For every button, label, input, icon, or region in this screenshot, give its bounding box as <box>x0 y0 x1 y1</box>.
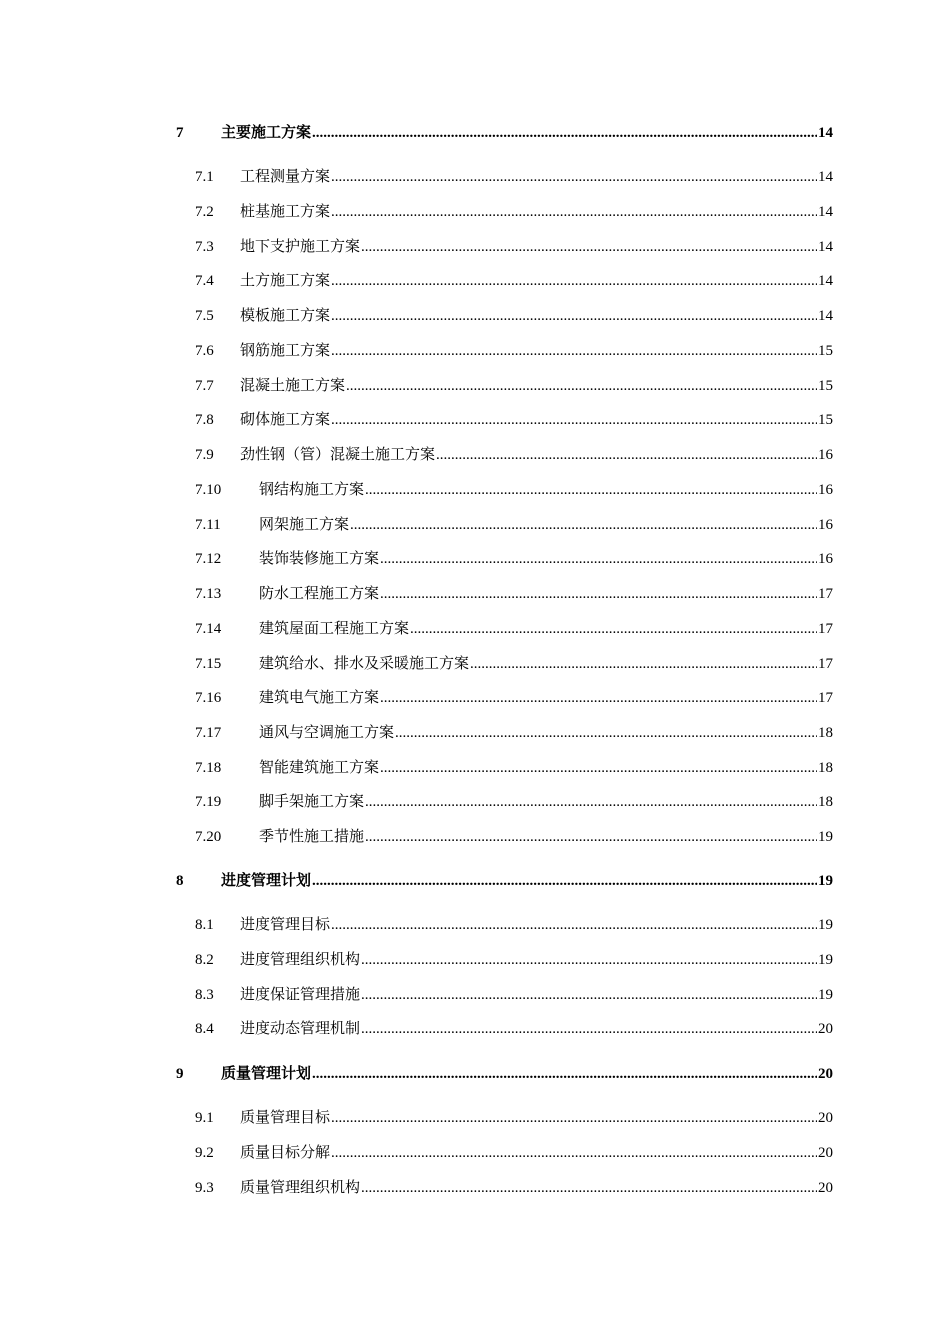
dot-leader <box>331 340 817 362</box>
toc-title: 通风与空调施工方案 <box>259 725 395 741</box>
dot-leader <box>436 444 817 466</box>
toc-entry-7-5[interactable] <box>195 305 833 327</box>
toc-page-number: 17 <box>818 690 833 706</box>
toc-number: 9.2 <box>195 1145 214 1161</box>
toc-page-number: 14 <box>818 204 833 220</box>
toc-number: 7.9 <box>195 447 214 463</box>
toc-title: 桩基施工方案 <box>240 204 331 220</box>
dot-leader <box>361 1177 817 1199</box>
toc-page-number: 20 <box>818 1145 833 1161</box>
toc-entry-9-3[interactable] <box>195 1177 833 1199</box>
toc-number: 8.1 <box>195 917 214 933</box>
toc-page-number: 17 <box>818 656 833 672</box>
toc-number: 7.5 <box>195 308 214 324</box>
toc-title: 地下支护施工方案 <box>240 239 361 255</box>
toc-entry-7-12[interactable] <box>195 548 833 570</box>
toc-entry-8-4[interactable] <box>195 1018 833 1040</box>
toc-page-number: 16 <box>818 551 833 567</box>
toc-title: 进度保证管理措施 <box>240 987 361 1003</box>
toc-number: 7.8 <box>195 412 214 428</box>
toc-number: 9.1 <box>195 1110 214 1126</box>
toc-entry-9[interactable] <box>176 1063 833 1085</box>
toc-entry-7-13[interactable] <box>195 583 833 605</box>
toc-page-number: 15 <box>818 343 833 359</box>
toc-entry-8-3[interactable] <box>195 984 833 1006</box>
toc-page-number: 19 <box>818 917 833 933</box>
toc-title: 建筑屋面工程施工方案 <box>259 621 410 637</box>
toc-page-number: 16 <box>818 447 833 463</box>
toc-page-number: 16 <box>818 517 833 533</box>
dot-leader <box>380 548 817 570</box>
dot-leader <box>361 1018 817 1040</box>
toc-page-number: 16 <box>818 482 833 498</box>
toc-number: 7.13 <box>195 586 222 602</box>
toc-title: 进度管理组织机构 <box>240 952 361 968</box>
toc-entry-9-1[interactable] <box>195 1107 833 1129</box>
dot-leader <box>312 870 817 892</box>
toc-page-number: 14 <box>818 239 833 255</box>
toc-page-number: 14 <box>818 169 833 185</box>
dot-leader <box>331 1142 817 1164</box>
dot-leader <box>312 122 817 144</box>
toc-title: 质量管理计划 <box>221 1066 312 1082</box>
dot-leader <box>331 409 817 431</box>
toc-entry-7-11[interactable] <box>195 514 833 536</box>
toc-number: 7.11 <box>195 517 221 533</box>
dot-leader <box>331 201 817 223</box>
dot-leader <box>410 618 817 640</box>
toc-entry-9-2[interactable] <box>195 1142 833 1164</box>
toc-title: 质量管理目标 <box>240 1110 331 1126</box>
toc-page-number: 17 <box>818 621 833 637</box>
toc-title: 土方施工方案 <box>240 273 331 289</box>
toc-page-number: 14 <box>818 308 833 324</box>
toc-title: 建筑给水、排水及采暖施工方案 <box>259 656 470 672</box>
toc-entry-8-1[interactable] <box>195 914 833 936</box>
toc-title: 智能建筑施工方案 <box>259 760 380 776</box>
toc-number: 7.6 <box>195 343 214 359</box>
dot-leader <box>395 722 817 744</box>
toc-page-number: 15 <box>818 412 833 428</box>
toc-number: 7.15 <box>195 656 222 672</box>
toc-entry-7-19[interactable] <box>195 791 833 813</box>
toc-title: 季节性施工措施 <box>259 829 365 845</box>
dot-leader <box>380 583 817 605</box>
toc-title: 钢筋施工方案 <box>240 343 331 359</box>
toc-number: 7.1 <box>195 169 214 185</box>
toc-page-number: 19 <box>818 829 833 845</box>
toc-entry-7-14[interactable] <box>195 618 833 640</box>
toc-title: 网架施工方案 <box>259 517 350 533</box>
toc-entry-7-10[interactable] <box>195 479 833 501</box>
toc-entry-7-6[interactable] <box>195 340 833 362</box>
toc-entry-7-2[interactable] <box>195 201 833 223</box>
toc-entry-7-9[interactable] <box>195 444 833 466</box>
dot-leader <box>380 757 817 779</box>
toc-number: 7.12 <box>195 551 222 567</box>
toc-title: 工程测量方案 <box>240 169 331 185</box>
toc-page-number: 19 <box>818 873 833 889</box>
toc-entry-8[interactable] <box>176 870 833 892</box>
dot-leader <box>361 236 817 258</box>
toc-entry-7[interactable] <box>176 122 833 144</box>
toc-page-number: 20 <box>818 1180 833 1196</box>
dot-leader <box>331 270 817 292</box>
toc-page-number: 14 <box>818 273 833 289</box>
toc-title: 进度管理计划 <box>221 873 312 889</box>
toc-number: 8 <box>176 873 184 889</box>
toc-title: 防水工程施工方案 <box>259 586 380 602</box>
toc-title: 主要施工方案 <box>221 125 312 141</box>
toc-title: 劲性钢（管）混凝土施工方案 <box>240 447 436 463</box>
dot-leader <box>346 375 817 397</box>
toc-number: 7.17 <box>195 725 222 741</box>
toc-number: 7.18 <box>195 760 222 776</box>
toc-number: 7.4 <box>195 273 214 289</box>
toc-title: 脚手架施工方案 <box>259 794 365 810</box>
toc-title: 进度动态管理机制 <box>240 1021 361 1037</box>
toc-number: 7.3 <box>195 239 214 255</box>
toc-number: 7.7 <box>195 378 214 394</box>
toc-entry-7-16[interactable] <box>195 687 833 709</box>
toc-title: 混凝土施工方案 <box>240 378 346 394</box>
toc-entry-7-8[interactable] <box>195 409 833 431</box>
toc-page-number: 17 <box>818 586 833 602</box>
dot-leader <box>331 305 817 327</box>
dot-leader <box>361 984 817 1006</box>
toc-entry-7-17[interactable] <box>195 722 833 744</box>
toc-title: 装饰装修施工方案 <box>259 551 380 567</box>
toc-number: 7.20 <box>195 829 222 845</box>
dot-leader <box>365 826 817 848</box>
toc-title: 质量管理组织机构 <box>240 1180 361 1196</box>
toc-entry-7-15[interactable] <box>195 653 833 675</box>
dot-leader <box>470 653 817 675</box>
toc-entry-7-18[interactable] <box>195 757 833 779</box>
toc-title: 钢结构施工方案 <box>259 482 365 498</box>
toc-page-number: 18 <box>818 794 833 810</box>
toc-number: 8.4 <box>195 1021 214 1037</box>
toc-entry-7-4[interactable] <box>195 270 833 292</box>
toc-number: 7.2 <box>195 204 214 220</box>
toc-title: 砌体施工方案 <box>240 412 331 428</box>
toc-number: 7.14 <box>195 621 222 637</box>
toc-title: 进度管理目标 <box>240 917 331 933</box>
dot-leader <box>350 514 817 536</box>
toc-number: 7.16 <box>195 690 222 706</box>
toc-page-number: 20 <box>818 1021 833 1037</box>
toc-entry-8-2[interactable] <box>195 949 833 971</box>
toc-number: 7.10 <box>195 482 222 498</box>
toc-title: 模板施工方案 <box>240 308 331 324</box>
toc-page-number: 18 <box>818 725 833 741</box>
toc-page-number: 19 <box>818 952 833 968</box>
toc-number: 8.3 <box>195 987 214 1003</box>
toc-page-number: 19 <box>818 987 833 1003</box>
dot-leader <box>331 1107 817 1129</box>
toc-page-number: 14 <box>818 125 833 141</box>
dot-leader <box>380 687 817 709</box>
toc-number: 8.2 <box>195 952 214 968</box>
toc-title: 建筑电气施工方案 <box>259 690 380 706</box>
toc-page-number: 15 <box>818 378 833 394</box>
dot-leader <box>312 1063 817 1085</box>
toc-number: 7 <box>176 125 184 141</box>
toc-entry-7-20[interactable] <box>195 826 833 848</box>
toc-entry-7-3[interactable] <box>195 236 833 258</box>
toc-number: 9 <box>176 1066 184 1082</box>
dot-leader <box>331 166 817 188</box>
toc-number: 7.19 <box>195 794 222 810</box>
toc-page-number: 20 <box>818 1066 833 1082</box>
dot-leader <box>365 479 817 501</box>
toc-entry-7-1[interactable] <box>195 166 833 188</box>
toc-entry-7-7[interactable] <box>195 375 833 397</box>
toc-title: 质量目标分解 <box>240 1145 331 1161</box>
dot-leader <box>365 791 817 813</box>
dot-leader <box>361 949 817 971</box>
toc-page-number: 18 <box>818 760 833 776</box>
dot-leader <box>331 914 817 936</box>
toc-number: 9.3 <box>195 1180 214 1196</box>
toc-page-number: 20 <box>818 1110 833 1126</box>
